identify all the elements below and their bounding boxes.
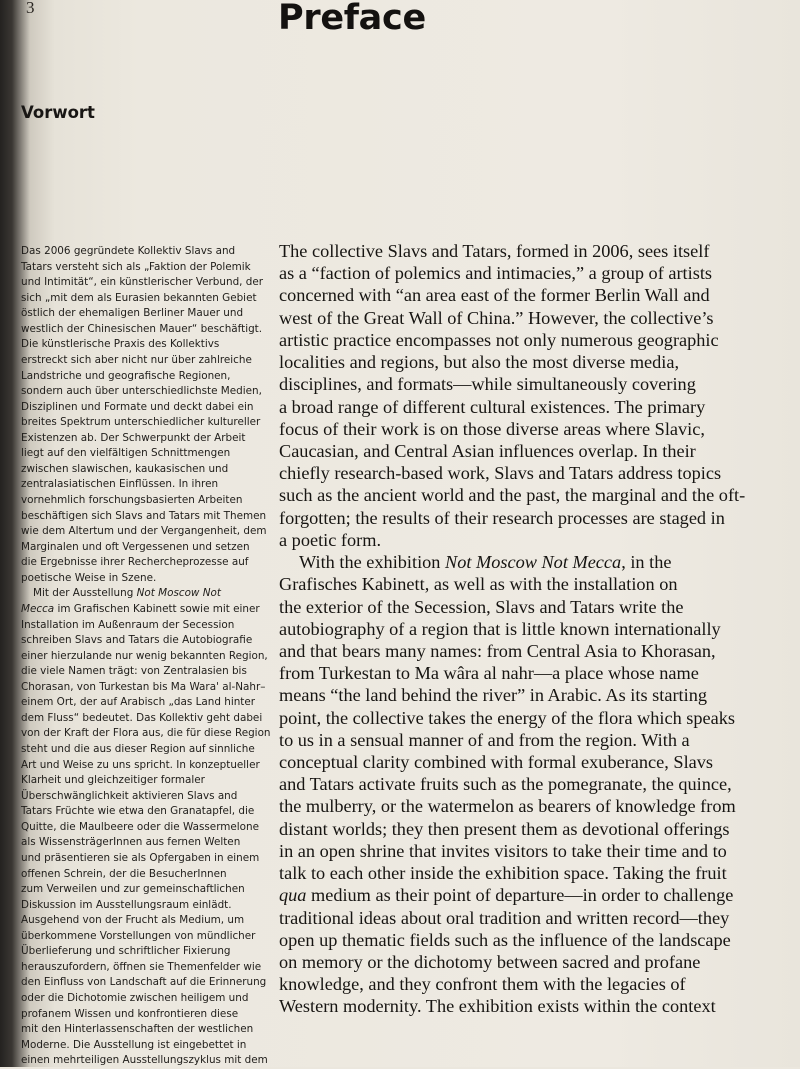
text-run: Diskussion im Ausstellungsraum einlädt. (21, 898, 232, 911)
english-text-line (279, 684, 799, 706)
text-run: dem Fluss“ bedeutet. Das Kollektiv geht dabei (21, 711, 263, 724)
english-text-line (279, 995, 799, 1017)
text-run: die viele Namen trägt: von Zentralasien bis (21, 665, 247, 678)
german-text-line (21, 291, 279, 307)
german-text-line (21, 820, 279, 836)
text-run: zwischen slawischen, kaukasischen und (21, 462, 229, 475)
text-run: traditional ideas about oral tradition and written record—they (279, 907, 730, 928)
german-text-line (21, 415, 279, 431)
english-text-line (279, 662, 799, 684)
german-text-line (21, 975, 279, 991)
text-run: the exterior of the Secession, Slavs and Tatars write the (279, 596, 684, 617)
text-run: artistic practice encompasses not only numerous geographic (279, 329, 719, 350)
text-run: zentralasiatischen Einflüssen. In ihren (21, 478, 219, 491)
german-text-line (21, 898, 279, 914)
german-text-line (21, 524, 279, 540)
german-text-line (21, 384, 279, 400)
text-run: Installation im Außenraum der Secession (21, 618, 235, 631)
text-run: vornehmlich forschungsbasierten Arbeiten (21, 494, 243, 506)
german-text-line (21, 260, 279, 276)
text-run: als WissensträgerInnen aus fernen Welten (21, 836, 241, 849)
text-run: sich „mit dem als Eurasien bekannten Gebiet (21, 291, 257, 304)
text-run: Western modernity. The exhibition exists within the context (279, 996, 716, 1017)
german-text-line (21, 726, 279, 742)
german-text-line (21, 322, 279, 338)
english-text-line (279, 329, 799, 351)
text-run: profanem Wissen und konfrontieren diese (21, 1007, 239, 1020)
english-text-line (279, 284, 799, 306)
text-run: Ausgehend von der Frucht als Medium, um (21, 914, 245, 927)
text-run: to us in a sensual manner of and from the region. With a (279, 729, 690, 750)
english-text-line (279, 529, 799, 551)
german-text-line (21, 462, 279, 478)
text-run: wie dem Altertum und der Vergangenheit, dem (21, 525, 267, 538)
german-text-line (21, 851, 279, 867)
text-run: Mit der Ausstellung (33, 587, 137, 600)
text-run: Landstriche und geografische Regionen, (21, 369, 231, 382)
text-run: schreiben Slavs and Tatars die Autobiografie (21, 634, 253, 647)
english-text-line (279, 618, 799, 640)
text-run: poetische Weise in Szene. (21, 571, 157, 584)
german-text-line (21, 571, 279, 587)
text-run: Existenzen ab. Der Schwerpunkt der Arbeit (21, 431, 246, 444)
text-run: den Einfluss von Landschaft auf die Erinnerung (21, 976, 267, 989)
german-text-line (21, 555, 279, 571)
english-text-line (279, 818, 799, 840)
page-subtitle: Vorwort (21, 103, 95, 122)
german-text-line (21, 446, 279, 462)
text-run: sondern auch über unterschiedlichste Medien, (21, 385, 262, 398)
text-run: in an open shrine that invites visitors to take their time and to (279, 840, 727, 861)
text-run: Das 2006 gegründete Kollektiv Slavs and (21, 245, 236, 257)
text-run: medium as their point of departure—in order to challenge (306, 885, 734, 906)
text-run: point, the collective takes the energy of the flora which speaks (279, 707, 736, 728)
english-text-line (279, 462, 799, 484)
italic-title-text: Not Moscow Not (136, 587, 221, 600)
english-text-line (279, 596, 799, 618)
english-text-line (279, 262, 799, 284)
text-run: von der Kraft der Flora aus, die für diese Region (21, 727, 271, 740)
text-run: on memory or the dichotomy between sacred and profane (279, 952, 701, 972)
text-run: such as the ancient world and the past, the marginal and the oft- (279, 485, 746, 506)
english-text-line (279, 307, 799, 329)
german-text-line (21, 353, 279, 369)
text-run: and Tatars activate fruits such as the pomegranate, the quince, (279, 774, 732, 795)
text-run: Grafisches Kabinett, as well as with the installation on (279, 574, 678, 595)
text-run: localities and regions, but also the most diverse media, (279, 352, 680, 373)
english-text-line (279, 729, 799, 751)
german-text-line (21, 804, 279, 820)
text-run: chiefly research-based work, Slavs and Tatars address topics (279, 463, 722, 484)
text-run: Tatars Früchte wie etwa den Granatapfel, die (21, 805, 255, 818)
text-run: im Grafischen Kabinett sowie mit einer (54, 602, 260, 615)
english-text-line (279, 840, 799, 862)
text-run: autobiography of a region that is little known internationally (279, 618, 721, 639)
german-text-line (21, 991, 279, 1007)
text-run: die Ergebnisse ihrer Rechercheprozesse auf (21, 556, 249, 569)
page-title: Preface (278, 0, 426, 38)
text-run: offenen Schrein, der die BesucherInnen (21, 867, 227, 880)
text-run: erstreckt sich aber nicht nur über zahlreiche (21, 353, 252, 366)
text-run: östlich der ehemaligen Berliner Mauer und (21, 307, 244, 320)
english-text-line (279, 751, 799, 773)
german-text-line (21, 618, 279, 634)
german-text-line (21, 1038, 279, 1054)
text-run: Die künstlerische Praxis des Kollektivs (21, 338, 220, 351)
german-text-line (21, 431, 279, 447)
english-text-line (279, 951, 799, 973)
text-run: With the exhibition (299, 552, 445, 573)
text-run: concerned with “an area east of the former Berlin Wall and (279, 285, 710, 306)
text-run: Art und Weise zu uns spricht. In konzeptueller (21, 758, 260, 771)
text-run: zum Verweilen und zur gemeinschaftlichen (21, 883, 245, 896)
english-text-line (279, 907, 799, 929)
german-text-line (21, 944, 279, 960)
text-run: distant worlds; they then present them as devotional offerings (279, 818, 730, 839)
text-run: knowledge, and they confront them with the legacies of (279, 974, 686, 995)
english-text-column (279, 240, 799, 1018)
german-text-line (21, 633, 279, 649)
german-text-line (21, 586, 279, 602)
german-text-line (21, 680, 279, 696)
text-run: Disziplinen und Formate und deckt dabei ein (21, 400, 254, 413)
english-text-line (279, 573, 799, 595)
german-text-line (21, 275, 279, 291)
german-text-line (21, 337, 279, 353)
german-text-line (21, 695, 279, 711)
text-run: Caucasian, and Central Asian influences overlap. In their (279, 440, 696, 461)
german-text-line (21, 540, 279, 556)
italic-title-text: Not Moscow Not Mecca (445, 552, 622, 573)
german-text-line (21, 835, 279, 851)
english-text-line (279, 929, 799, 951)
text-run: mit den Hinterlassenschaften der westlichen (21, 1023, 254, 1036)
text-run: talk to each other inside the exhibition space. Taking the fruit (279, 863, 727, 884)
text-run: The collective Slavs and Tatars, formed in 2006, sees itself (279, 241, 710, 261)
english-text-line (279, 640, 799, 662)
text-run: herauszufordern, öffnen sie Themenfelder wie (21, 960, 262, 973)
english-text-line (279, 351, 799, 373)
german-text-line (21, 882, 279, 898)
text-run: Marginalen und oft Vergessenen und setzen (21, 540, 250, 553)
german-text-line (21, 477, 279, 493)
english-text-line (279, 884, 799, 906)
text-run: beschäftigen sich Slavs and Tatars mit Themen (21, 509, 267, 522)
german-text-line (21, 509, 279, 525)
italic-title-text: qua (279, 885, 307, 906)
german-text-line (21, 789, 279, 805)
text-run: Chorasan, von Turkestan bis Ma Wara' al-Nahr– (21, 680, 266, 693)
german-text-line (21, 1007, 279, 1023)
german-text-line (21, 742, 279, 758)
german-text-line (21, 773, 279, 789)
english-text-line (279, 440, 799, 462)
german-text-line (21, 244, 279, 260)
italic-title-text: Mecca (21, 602, 55, 615)
german-text-line (21, 602, 279, 618)
text-run: Tatars versteht sich als „Faktion der Polemik (21, 260, 251, 273)
english-text-line (279, 418, 799, 440)
text-run: liegt auf den vielfältigen Schnittmengen (21, 447, 231, 460)
english-text-line (279, 507, 799, 529)
text-run: oder die Dichotomie zwischen heiligem und (21, 992, 249, 1004)
text-run: überkommene Vorstellungen von mündlicher (21, 929, 256, 942)
text-run: a broad range of different cultural existences. The primary (279, 396, 706, 417)
english-text-line (279, 862, 799, 884)
text-run: und präsentieren sie als Opfergaben in einem (21, 851, 260, 864)
german-text-line (21, 711, 279, 727)
text-run: breites Spektrum unterschiedlicher kultureller (21, 416, 261, 429)
text-run: und Intimität“, ein künstlerischer Verbund, der (21, 276, 264, 289)
text-run: Klarheit und gleichzeitiger formaler (21, 774, 205, 787)
text-run: disciplines, and formats—while simultaneously covering (279, 374, 696, 395)
german-text-line (21, 913, 279, 929)
english-text-line (279, 484, 799, 506)
english-text-line (279, 373, 799, 395)
text-run: means “the land behind the river” in Arabic. As its starting (279, 685, 707, 706)
german-text-line (21, 1053, 279, 1069)
text-run: einer hierzulande nur wenig bekannten Region, (21, 649, 268, 662)
german-text-line (21, 306, 279, 322)
text-run: the mulberry, or the watermelon as bearers of knowledge from (279, 796, 736, 817)
english-text-line (279, 396, 799, 418)
german-text-line (21, 867, 279, 883)
text-run: open up thematic fields such as the influence of the landscape (279, 929, 731, 950)
text-run: focus of their work is on those diverse areas where Slavic, (279, 418, 705, 439)
german-text-line (21, 664, 279, 680)
text-run: , in the (621, 552, 672, 573)
page-number: 3 (26, 0, 35, 17)
text-run: and that bears many names: from Central Asia to Khorasan, (279, 640, 716, 661)
german-text-line (21, 649, 279, 665)
text-run: conceptual clarity combined with formal exuberance, Slavs (279, 752, 714, 773)
text-run: Überschwänglichkeit aktivieren Slavs and (21, 789, 238, 802)
text-run: Quitte, die Maulbeere oder die Wassermelone (21, 820, 260, 833)
text-run: a poetic form. (279, 529, 382, 550)
english-text-line (279, 551, 799, 573)
text-run: westlich der Chinesischen Mauer“ beschäftigt. (21, 322, 263, 335)
german-text-column (21, 244, 279, 1069)
text-run: Überlieferung und schriftlicher Fixierung (21, 945, 231, 958)
german-text-line (21, 929, 279, 945)
english-text-line (279, 973, 799, 995)
english-text-line (279, 707, 799, 729)
german-text-line (21, 960, 279, 976)
english-text-line (279, 773, 799, 795)
text-run: from Turkestan to Ma wâra al nahr—a place whose name (279, 663, 699, 684)
german-text-line (21, 1022, 279, 1038)
german-text-line (21, 493, 279, 509)
english-text-line (279, 795, 799, 817)
text-run: einem Ort, der auf Arabisch „das Land hinter (21, 696, 256, 709)
english-text-line (279, 240, 799, 262)
text-run: einen mehrteiligen Ausstellungszyklus mit dem (21, 1054, 268, 1067)
text-run: forgotten; the results of their research processes are staged in (279, 507, 725, 528)
german-text-line (21, 369, 279, 385)
text-run: Moderne. Die Ausstellung ist eingebettet in (21, 1038, 247, 1051)
text-run: steht und die aus dieser Region auf sinnliche (21, 743, 255, 755)
text-run: as a “faction of polemics and intimacies,” a group of artists (279, 263, 713, 284)
text-run: west of the Great Wall of China.” However, the collective’s (279, 307, 714, 328)
german-text-line (21, 400, 279, 416)
german-text-line (21, 758, 279, 774)
